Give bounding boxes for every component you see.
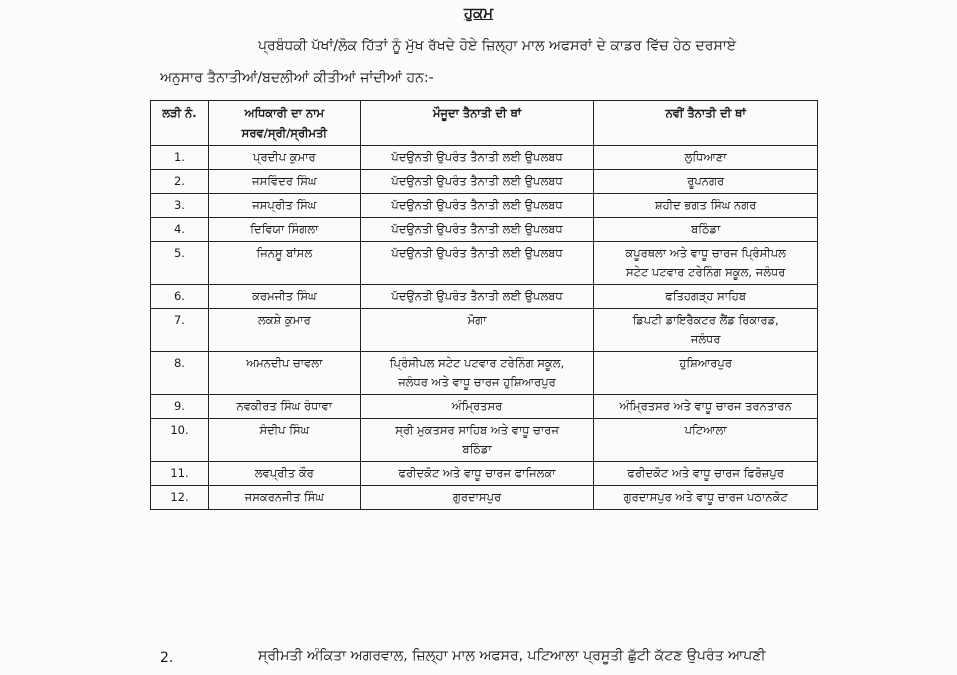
row-officer-name: ਜਸਕਰਨਜੀਤ ਸਿੰਘ [208, 486, 360, 510]
row-current-posting: ਪੱਦਉਨਤੀ ਉਪਰੰਤ ਤੈਨਾਤੀ ਲਈ ਉਪਲਬਧ [360, 170, 594, 194]
order-heading: ਹੁਕਮ [463, 4, 494, 22]
table-row [151, 170, 818, 194]
row-new-posting: ਗੁਰਦਾਸਪੁਰ ਅਤੇ ਵਾਧੂ ਚਾਰਜ ਪਠਾਨਕੋਟ [594, 486, 818, 510]
row-officer-name: ਲਕਸ਼ੇ ਕੁਮਾਰ [208, 309, 360, 352]
header-serial: ਲੜੀ ਨੰ. [151, 101, 209, 146]
row-officer-name: ਅਮਨਦੀਪ ਚਾਵਲਾ [208, 352, 360, 395]
row-new-posting: ਹੁਸ਼ਿਆਰਪੁਰ [594, 352, 818, 395]
row-serial: 12. [151, 486, 209, 510]
row-officer-name: ਦਿਵਿਯਾ ਸਿੰਗਲਾ [208, 218, 360, 242]
row-officer-name: ਲਵਪ੍ਰੀਤ ਕੌਰ [208, 462, 360, 486]
new-posting-line-2: ਸਟੇਟ ਪਟਵਾਰ ਟਰੇਨਿੰਗ ਸਕੂਲ, ਜਲੰਧਰ [625, 265, 786, 279]
table-row [151, 395, 818, 419]
table-row [151, 218, 818, 242]
paragraph-number: 2. [160, 650, 174, 666]
header-current-posting: ਮੌਜੂਦਾ ਤੈਨਾਤੀ ਦੀ ਥਾਂ [360, 101, 594, 146]
new-posting-line-2: ਜਲੰਧਰ [690, 332, 721, 346]
table-row [151, 486, 818, 510]
row-new-posting: ਬਠਿੰਡਾ [594, 218, 818, 242]
table-row [151, 242, 818, 285]
current-posting-line-1: ਪ੍ਰਿੰਸੀਪਲ ਸਟੇਟ ਪਟਵਾਰ ਟਰੇਨਿੰਗ ਸਕੂਲ, [389, 356, 565, 370]
row-current-posting: ਗੁਰਦਾਸਪੁਰ [360, 486, 594, 510]
row-officer-name: ਜਸਵਿੰਦਰ ਸਿੰਘ [208, 170, 360, 194]
header-officer-name [208, 101, 360, 146]
header-name-line-1: ਅਧਿਕਾਰੀ ਦਾ ਨਾਮ [244, 106, 325, 120]
row-new-posting: ਅੰਮ੍ਰਿਤਸਰ ਅਤੇ ਵਾਧੂ ਚਾਰਜ ਤਰਨਤਾਰਨ [594, 395, 818, 419]
header-new-posting: ਨਵੀਂ ਤੈਨਾਤੀ ਦੀ ਥਾਂ [594, 101, 818, 146]
row-serial: 7. [151, 309, 209, 352]
row-current-posting: ਪੱਦਉਨਤੀ ਉਪਰੰਤ ਤੈਨਾਤੀ ਲਈ ਉਪਲਬਧ [360, 285, 594, 309]
new-posting-line-1: ਡਿਪਟੀ ਡਾਇਰੈਕਟਰ ਲੈਂਡ ਰਿਕਾਰਡ, [632, 313, 779, 327]
new-posting-line-1: ਕਪੂਰਥਲਾ ਅਤੇ ਵਾਧੂ ਚਾਰਜ ਪ੍ਰਿੰਸੀਪਲ [625, 246, 786, 260]
current-posting-line-2: ਜਲੰਧਰ ਅਤੇ ਵਾਧੂ ਚਾਰਜ ਹੁਸ਼ਿਆਰਪੁਰ [398, 375, 556, 389]
intro-line-1: ਪ੍ਰਬੰਧਕੀ ਪੱਖਾਂ/ਲੋਕ ਹਿੱਤਾਂ ਨੂੰ ਮੁੱਖ ਰੱਖਦੇ ਹੋਏ ਜ਼ਿਲ੍ਹਾ ਮਾਲ ਅਫਸਰਾਂ ਦੇ ਕਾਡਰ ਵਿੱਚ ਹੇਠ ਦਰਸਾਏ [258, 38, 737, 54]
row-new-posting: ਪਟਿਆਲਾ [594, 419, 818, 462]
row-current-posting [360, 419, 594, 462]
row-current-posting: ਮੋਗਾ [360, 309, 594, 352]
header-name-line-2: ਸਰਵ/ਸ੍ਰੀ/ਸ੍ਰੀਮਤੀ [241, 126, 327, 140]
row-new-posting [594, 242, 818, 285]
row-new-posting: ਲੁਧਿਆਣਾ [594, 146, 818, 170]
row-current-posting: ਪੱਦਉਨਤੀ ਉਪਰੰਤ ਤੈਨਾਤੀ ਲਈ ਉਪਲਬਧ [360, 218, 594, 242]
row-serial: 11. [151, 462, 209, 486]
row-current-posting: ਪੱਦਉਨਤੀ ਉਪਰੰਤ ਤੈਨਾਤੀ ਲਈ ਉਪਲਬਧ [360, 194, 594, 218]
row-officer-name: ਪ੍ਰਦੀਪ ਕੁਮਾਰ [208, 146, 360, 170]
row-officer-name: ਸੰਦੀਪ ਸਿੰਘ [208, 419, 360, 462]
row-current-posting [360, 352, 594, 395]
table-row [151, 462, 818, 486]
row-new-posting: ਫਤਿਹਗੜ੍ਹ ਸਾਹਿਬ [594, 285, 818, 309]
row-current-posting: ਪੱਦਉਨਤੀ ਉਪਰੰਤ ਤੈਨਾਤੀ ਲਈ ਉਪਲਬਧ [360, 242, 594, 285]
row-current-posting: ਪੱਦਉਨਤੀ ਉਪਰੰਤ ਤੈਨਾਤੀ ਲਈ ਉਪਲਬਧ [360, 146, 594, 170]
row-serial: 2. [151, 170, 209, 194]
paragraph-text: ਸ੍ਰੀਮਤੀ ਅੰਕਿਤਾ ਅਗਰਵਾਲ, ਜ਼ਿਲ੍ਹਾ ਮਾਲ ਅਫਸਰ, ਪਟਿਆਲਾ ਪ੍ਰਸੂਤੀ ਛੁੱਟੀ ਕੱਟਣ ਉਪਰੰਤ ਆਪਣੀ [258, 648, 766, 664]
table-row [151, 285, 818, 309]
table-header-row [151, 101, 818, 146]
row-serial: 3. [151, 194, 209, 218]
row-new-posting: ਫਰੀਦਕੋਟ ਅਤੇ ਵਾਧੂ ਚਾਰਜ ਫਿਰੋਜ਼ਪੁਰ [594, 462, 818, 486]
row-new-posting [594, 309, 818, 352]
row-current-posting: ਅੰਮ੍ਰਿਤਸਰ [360, 395, 594, 419]
row-serial: 10. [151, 419, 209, 462]
row-serial: 6. [151, 285, 209, 309]
postings-table [150, 100, 818, 510]
row-current-posting: ਫਰੀਦਕੋਟ ਅਤੇ ਵਾਧੂ ਚਾਰਜ ਫਾਜਿਲਕਾ [360, 462, 594, 486]
row-officer-name: ਜਸਪ੍ਰੀਤ ਸਿੰਘ [208, 194, 360, 218]
table-row [151, 309, 818, 352]
row-serial: 5. [151, 242, 209, 285]
intro-line-2: ਅਨੁਸਾਰ ਤੈਨਾਤੀਆਂ/ਬਦਲੀਆਂ ਕੀਤੀਆਂ ਜਾਂਦੀਆਂ ਹਨ:- [160, 70, 434, 86]
row-officer-name: ਜਿਨਸੂ ਬਾਂਸਲ [208, 242, 360, 285]
table-row [151, 194, 818, 218]
row-officer-name: ਨਵਕੀਰਤ ਸਿੰਘ ਰੰਧਾਵਾ [208, 395, 360, 419]
row-serial: 8. [151, 352, 209, 395]
current-posting-line-2: ਬਠਿੰਡਾ [462, 442, 492, 456]
table-row [151, 146, 818, 170]
row-new-posting: ਰੂਪਨਗਰ [594, 170, 818, 194]
table-row [151, 419, 818, 462]
row-serial: 4. [151, 218, 209, 242]
table-row [151, 352, 818, 395]
current-posting-line-1: ਸ੍ਰੀ ਮੁਕਤਸਰ ਸਾਹਿਬ ਅਤੇ ਵਾਧੂ ਚਾਰਜ [395, 423, 559, 437]
row-serial: 9. [151, 395, 209, 419]
row-serial: 1. [151, 146, 209, 170]
row-new-posting: ਸ਼ਹੀਦ ਭਗਤ ਸਿੰਘ ਨਗਰ [594, 194, 818, 218]
row-officer-name: ਕਰਮਜੀਤ ਸਿੰਘ [208, 285, 360, 309]
